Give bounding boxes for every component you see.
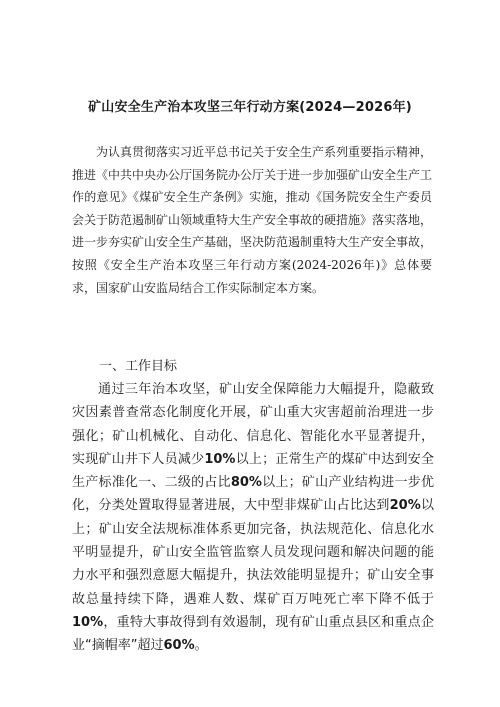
value-people-reduction: 10% bbox=[204, 451, 236, 467]
section-heading-work-goals: 一、工作目标 bbox=[99, 359, 178, 374]
value-death-rate-reduction: 10% bbox=[72, 614, 104, 630]
work-goals-paragraph bbox=[72, 378, 434, 658]
document-title: 矿山安全生产治本攻坚三年行动方案(2024—2026年) bbox=[88, 100, 412, 115]
intro-paragraph: 为认真贯彻落实习近平总书记关于安全生产系列重要指示精神，推进《中共中央办公厅国务院办公厅关于进一步加强矿山安全生产工作的意见》《煤矿安全生产条例》实施，推动《国务院安全生产委员会关于防范遏制矿山领域重特大生产安全事故的硬措施》落实落地，进一步夯实矿山安全生产基础，坚决防范遏制重特大生产安全事故，按照《安全生产治本攻坚三年行动方案(2024-2026年)》总体要求，国家矿山安监局结合工作实际制定本方案。 bbox=[72, 145, 433, 295]
value-delisting-rate: 60% bbox=[163, 638, 195, 654]
text-run: 以上；矿山产业结构进一步优化，分类处置取得显著进展，大中型非煤矿山占比达到 bbox=[72, 475, 434, 514]
text-run: 以上；矿山安全法规标准体系更加完备，执法规范化、信息化水平明显提升，矿山安全监管监察人员发现问题和解决问题的能力水平和强烈意愿大幅提升，执法效能明显提升；矿山安全事故总量持续下降，遇难人数、煤矿百万吨死亡率下降不低于 bbox=[72, 498, 434, 607]
value-large-mine-ratio: 20% bbox=[389, 498, 421, 514]
text-run: 通过三年治本攻坚，矿山安全保障能力大幅提升，隐蔽致灾因素普查常态化制度化开展，矿山重大灾害超前治理进一步强化；矿山机械化、自动化、信息化、智能化水平显著提升，实现矿山井下人员减少 bbox=[72, 382, 434, 467]
value-standardization-ratio: 80% bbox=[230, 475, 262, 491]
text-run: ，重特大事故得到有效遏制，现有矿山重点县区和重点企业“摘帽率”超过 bbox=[72, 614, 434, 654]
text-run: 以上；正常生产的煤矿中达到安全生产标准化一、二级的占比 bbox=[72, 451, 434, 491]
text-run: 。 bbox=[194, 638, 208, 654]
